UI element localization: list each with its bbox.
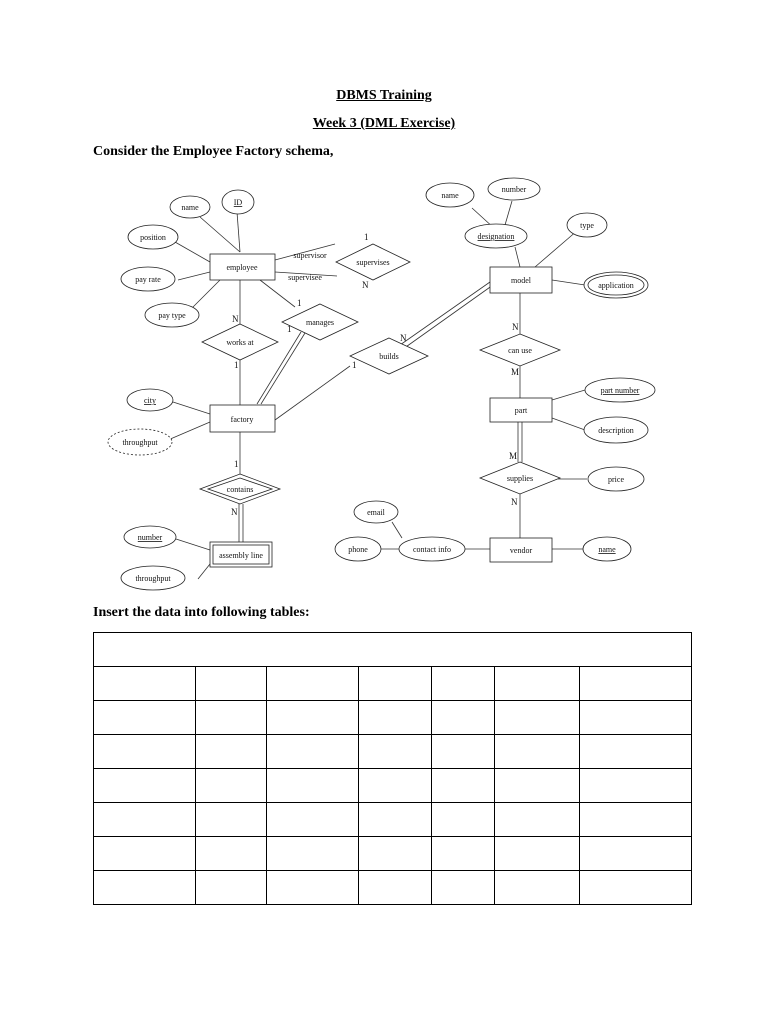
table-cell[interactable]: [359, 871, 432, 905]
role-supervisee: supervisee: [288, 273, 322, 282]
table-cell[interactable]: [267, 667, 359, 701]
svg-text:phone: phone: [348, 545, 368, 554]
svg-text:throughput: throughput: [135, 574, 171, 583]
relationship-supervises: [336, 244, 410, 280]
svg-text:model: model: [511, 276, 531, 285]
svg-text:price: price: [608, 475, 624, 484]
table-cell[interactable]: [432, 667, 495, 701]
table-row: [94, 667, 692, 701]
role-supervisor: supervisor: [293, 251, 327, 260]
entity-factory: [210, 405, 275, 432]
card-works-at-employee: N: [232, 314, 239, 324]
svg-text:throughput: throughput: [122, 438, 158, 447]
card-builds-factory: 1: [352, 360, 357, 370]
intro-text: Consider the Employee Factory schema,: [93, 144, 334, 159]
table-cell[interactable]: [580, 769, 692, 803]
table-row: [94, 701, 692, 735]
svg-text:number: number: [501, 185, 527, 194]
attribute-email: [354, 501, 398, 523]
relationship-works-at: [202, 324, 278, 360]
card-manages-employee: 1: [297, 298, 302, 308]
attribute-contact-info: [399, 537, 465, 561]
attribute-pay-type: [145, 303, 199, 327]
card-contains-assembly: N: [231, 507, 238, 517]
svg-text:builds: builds: [379, 352, 399, 361]
svg-text:name: name: [181, 203, 199, 212]
table-cell[interactable]: [359, 837, 432, 871]
table-cell[interactable]: [432, 837, 495, 871]
card-can-use-part: M: [511, 367, 520, 377]
table-row: [94, 735, 692, 769]
table-cell[interactable]: [359, 735, 432, 769]
table-cell[interactable]: [359, 769, 432, 803]
card-supervisee: N: [362, 280, 369, 290]
table-cell[interactable]: [196, 735, 267, 769]
svg-text:employee: employee: [226, 263, 258, 272]
data-entry-table: [93, 632, 692, 905]
document-subtitle: Week 3 (DML Exercise): [312, 116, 456, 131]
table-cell[interactable]: [495, 837, 580, 871]
table-cell[interactable]: [94, 701, 196, 735]
attribute-employee-id: [222, 190, 254, 214]
table-cell[interactable]: [196, 667, 267, 701]
table-cell[interactable]: [432, 769, 495, 803]
table-cell[interactable]: [267, 803, 359, 837]
svg-text:ID: ID: [233, 198, 243, 207]
svg-text:pay rate: pay rate: [135, 275, 161, 284]
insert-heading: Insert the data into following tables:: [93, 605, 310, 620]
svg-text:position: position: [140, 233, 166, 242]
relationship-builds: [350, 338, 428, 374]
card-manages-factory: 1: [287, 324, 292, 334]
entity-part: [490, 398, 552, 422]
svg-text:contains: contains: [226, 485, 254, 494]
table-cell[interactable]: [359, 667, 432, 701]
table-cell[interactable]: [580, 837, 692, 871]
table-cell[interactable]: [267, 871, 359, 905]
relationship-can-use: [480, 334, 560, 366]
attribute-designation: [465, 224, 527, 248]
table-row: [94, 803, 692, 837]
attribute-employee-name: [170, 196, 210, 218]
table-title-cell[interactable]: [94, 633, 692, 667]
attribute-assembly-number: [124, 526, 176, 548]
svg-text:part number: part number: [600, 386, 640, 395]
svg-text:name: name: [441, 191, 459, 200]
attribute-phone: [335, 537, 381, 561]
attribute-model-name: [426, 183, 474, 207]
er-diagram: [100, 172, 670, 592]
attribute-city: [127, 389, 173, 411]
svg-text:email: email: [367, 508, 385, 517]
table-cell[interactable]: [495, 667, 580, 701]
table-cell[interactable]: [196, 871, 267, 905]
table-cell[interactable]: [432, 701, 495, 735]
card-supervisor: 1: [364, 232, 369, 242]
svg-text:contact info: contact info: [413, 545, 451, 554]
svg-text:can use: can use: [508, 346, 532, 355]
table-cell[interactable]: [495, 769, 580, 803]
attribute-pay-rate: [121, 267, 175, 291]
relationship-contains: [200, 474, 280, 504]
table-cell[interactable]: [267, 769, 359, 803]
attribute-vendor-name: [583, 537, 631, 561]
table-cell[interactable]: [94, 871, 196, 905]
relationship-manages: [282, 304, 358, 340]
attribute-application: [584, 272, 648, 298]
table-cell[interactable]: [432, 735, 495, 769]
table-cell[interactable]: [580, 803, 692, 837]
svg-text:name: name: [598, 545, 616, 554]
card-builds-model: N: [400, 333, 407, 343]
table-cell[interactable]: [196, 769, 267, 803]
svg-text:part: part: [514, 406, 528, 415]
table-cell[interactable]: [94, 803, 196, 837]
table-cell[interactable]: [359, 701, 432, 735]
svg-text:type: type: [580, 221, 594, 230]
table-row: [94, 769, 692, 803]
attribute-factory-throughput: [108, 429, 172, 455]
svg-text:vendor: vendor: [509, 546, 533, 555]
table-cell[interactable]: [432, 871, 495, 905]
svg-text:manages: manages: [306, 318, 334, 327]
svg-text:designation: designation: [477, 232, 515, 241]
svg-text:supervises: supervises: [356, 258, 390, 267]
svg-text:city: city: [144, 396, 156, 405]
svg-text:number: number: [137, 533, 163, 542]
table-cell[interactable]: [94, 769, 196, 803]
table-cell[interactable]: [495, 871, 580, 905]
table-cell[interactable]: [94, 837, 196, 871]
table-cell[interactable]: [580, 667, 692, 701]
attribute-part-number: [585, 378, 655, 402]
table-cell[interactable]: [432, 803, 495, 837]
attribute-type: [567, 213, 607, 237]
table-cell[interactable]: [580, 871, 692, 905]
card-supplies-part: M: [509, 451, 518, 461]
table-row: [94, 871, 692, 905]
table-cell[interactable]: [495, 803, 580, 837]
svg-text:supplies: supplies: [506, 474, 534, 483]
table-cell[interactable]: [580, 701, 692, 735]
card-can-use-model: N: [512, 322, 519, 332]
table-cell[interactable]: [196, 803, 267, 837]
svg-text:factory: factory: [230, 415, 254, 424]
table-cell[interactable]: [94, 735, 196, 769]
card-contains-factory: 1: [234, 459, 239, 469]
table-cell[interactable]: [267, 735, 359, 769]
table-cell[interactable]: [196, 701, 267, 735]
table-cell[interactable]: [267, 701, 359, 735]
entity-model: [490, 267, 552, 293]
table-cell[interactable]: [196, 837, 267, 871]
svg-text:description: description: [598, 426, 634, 435]
table-cell[interactable]: [267, 837, 359, 871]
svg-text:assembly line: assembly line: [219, 551, 263, 560]
table-cell[interactable]: [495, 701, 580, 735]
entity-vendor: [490, 538, 552, 562]
card-works-at-factory: 1: [234, 360, 239, 370]
attribute-description: [584, 417, 648, 443]
table-cell[interactable]: [94, 667, 196, 701]
entity-employee: [210, 254, 275, 280]
attribute-assembly-throughput: [121, 566, 185, 590]
attribute-position: [128, 225, 178, 249]
attribute-model-number: [488, 178, 540, 200]
table-cell[interactable]: [495, 735, 580, 769]
relationship-supplies: [480, 462, 560, 494]
table-row: [94, 837, 692, 871]
document-title: DBMS Training: [336, 88, 432, 103]
table-title-row: [94, 633, 692, 667]
svg-text:pay type: pay type: [158, 311, 186, 320]
attribute-price: [588, 467, 644, 491]
table-cell[interactable]: [580, 735, 692, 769]
svg-text:works at: works at: [226, 338, 254, 347]
svg-text:application: application: [598, 281, 634, 290]
entity-assembly-line: [210, 542, 272, 567]
card-supplies-vendor: N: [511, 497, 518, 507]
table-cell[interactable]: [359, 803, 432, 837]
